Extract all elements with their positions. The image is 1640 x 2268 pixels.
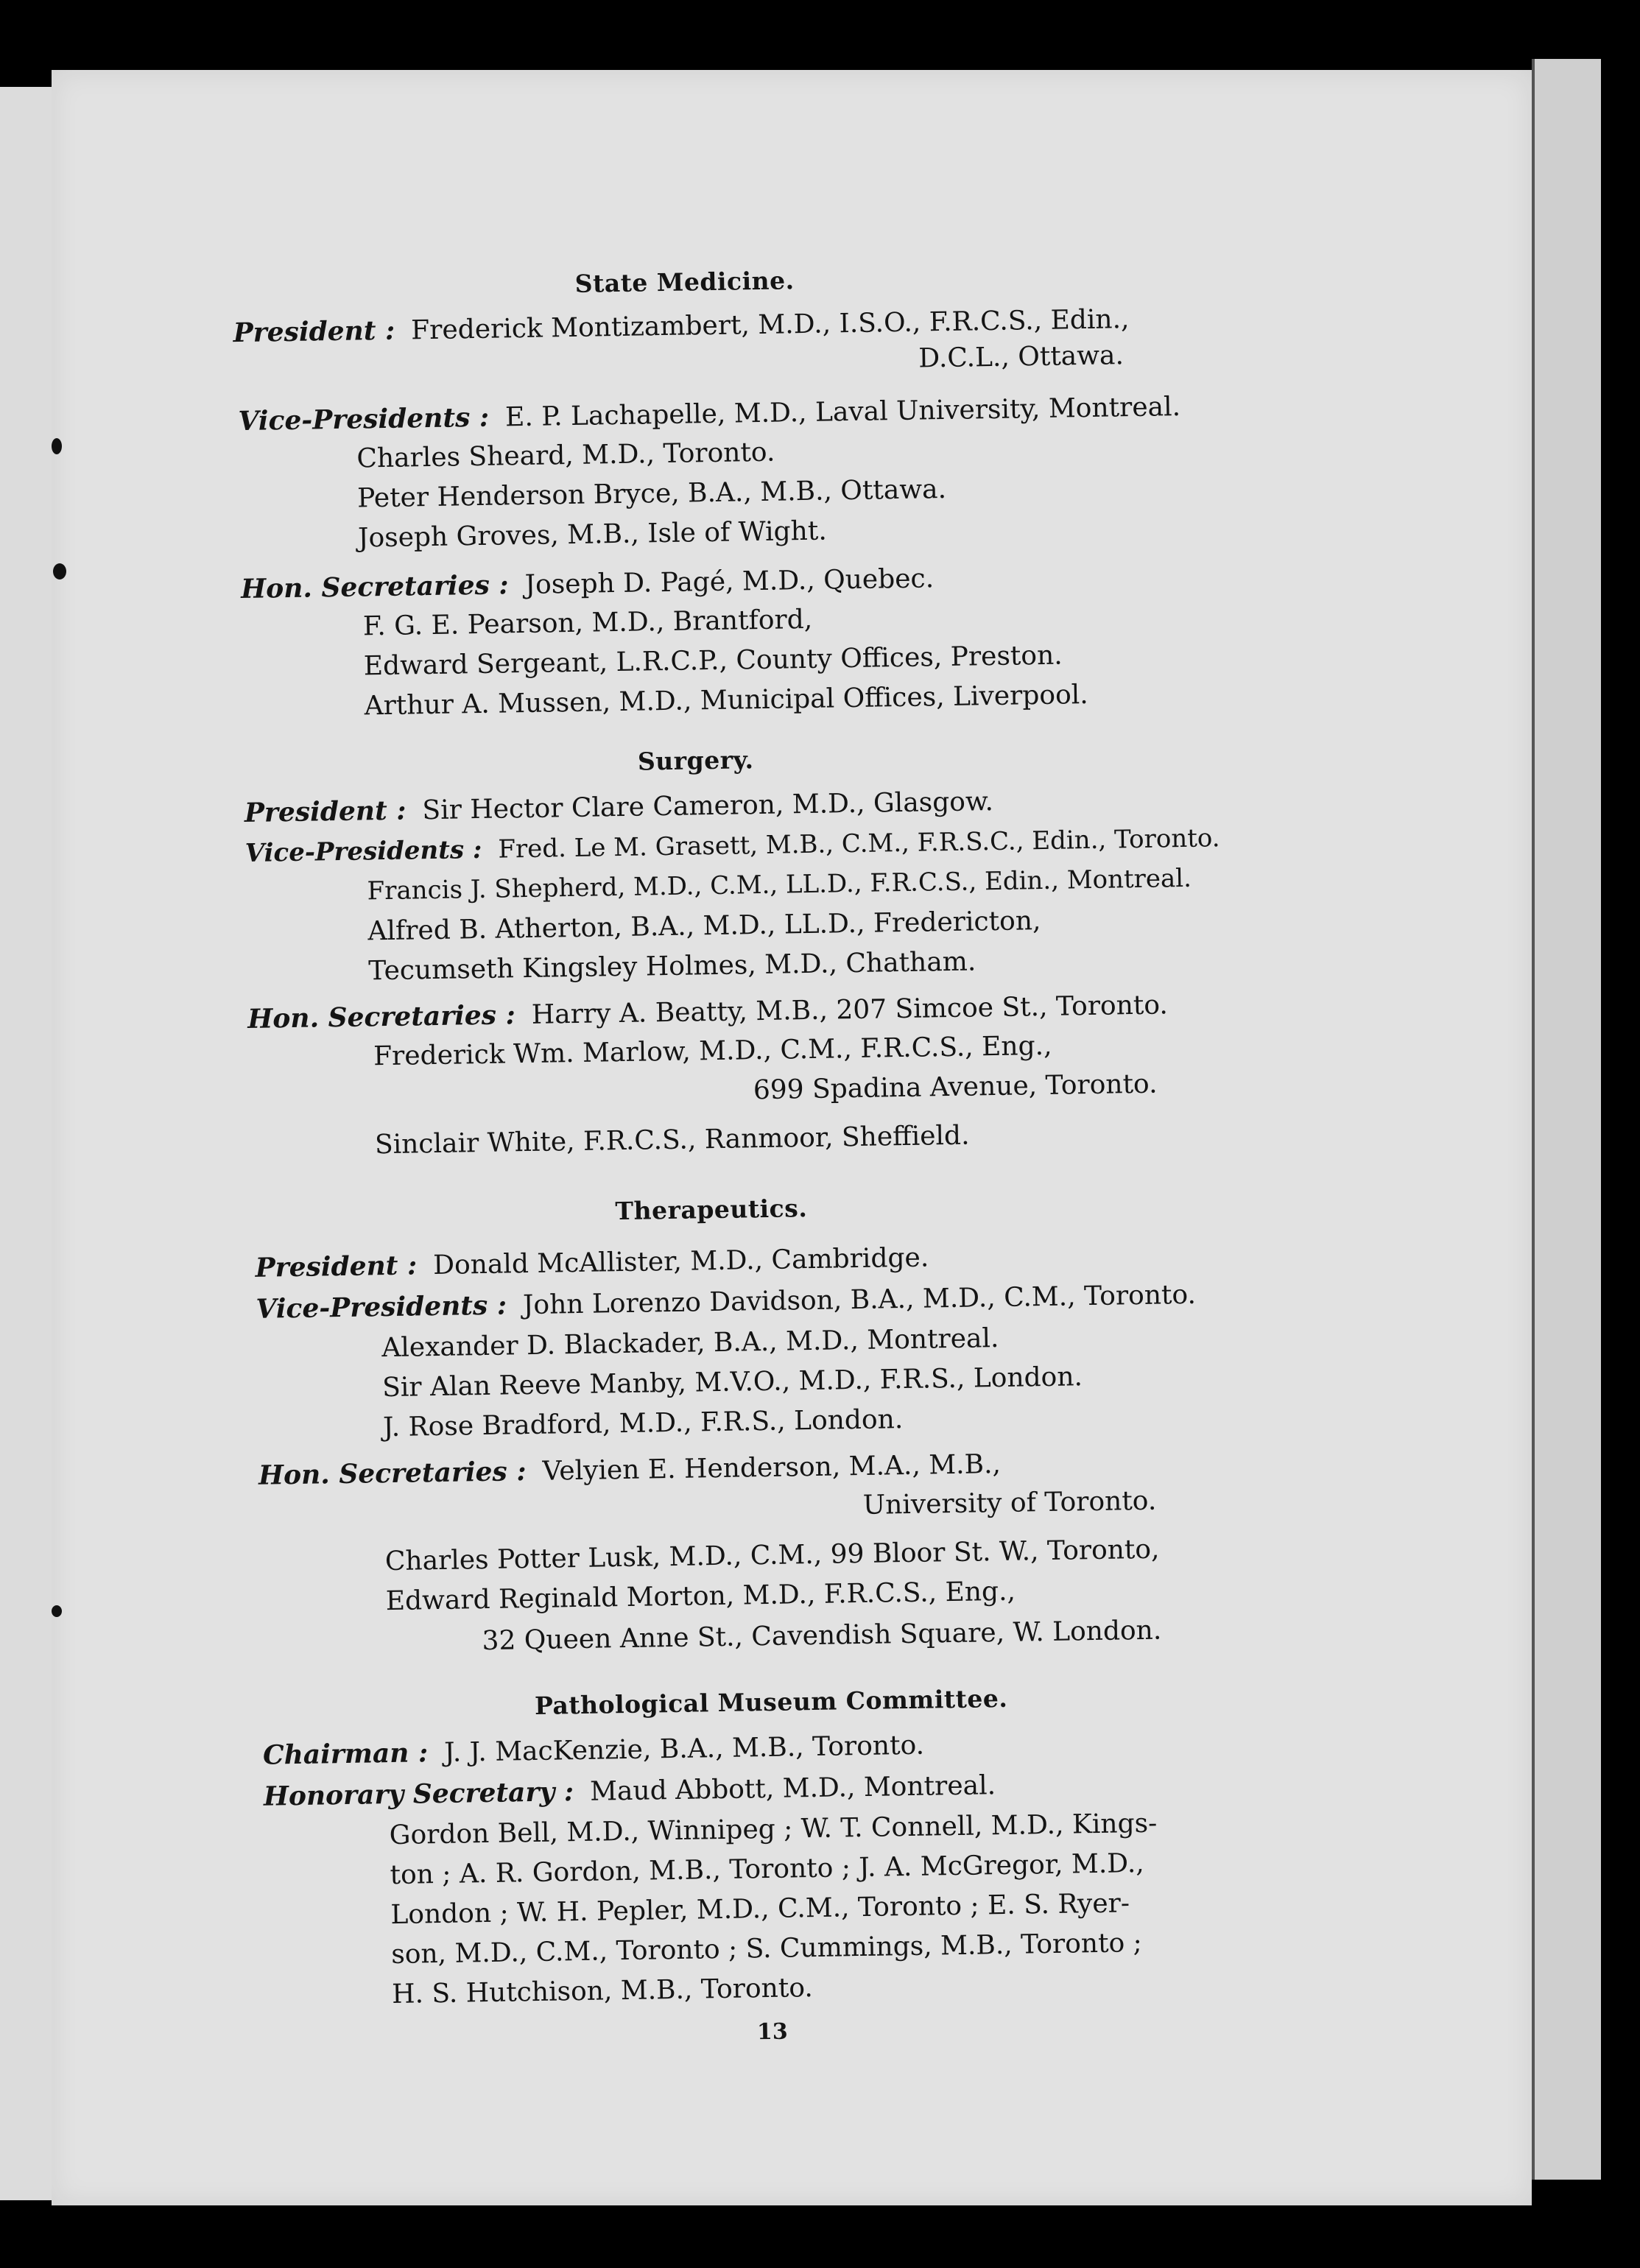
entry-text: Arthur A. Mussen, M.D., Municipal Offices, Liverpool. [364, 679, 1088, 722]
entry-text: Joseph Groves, M.B., Isle of Wight. [357, 515, 828, 554]
entry-line [482, 1616, 1161, 1656]
entry-line [255, 1242, 929, 1283]
entry-text: J. J. MacKenzie, B.A., M.B., Toronto. [443, 1730, 925, 1768]
entry-text: 32 Queen Anne St., Cavendish Square, W. London. [482, 1615, 1162, 1657]
entry-line [385, 1577, 1016, 1616]
entry-line [263, 1730, 925, 1771]
role-label: Hon. Secretaries : [240, 569, 509, 605]
entry-line [238, 391, 1180, 437]
entry-text: Francis J. Shepherd, M.D., C.M., LL.D., F.R.C.S., Edin., Montreal. [367, 863, 1192, 906]
entry-line [363, 605, 813, 642]
entry-line [357, 474, 946, 514]
entry-text: Peter Henderson Bryce, B.A., M.B., Ottawa. [356, 473, 947, 514]
entry-text: Alexander D. Blackader, B.A., M.D., Montreal. [381, 1323, 999, 1364]
entry-text: D.C.L., Ottawa. [918, 340, 1125, 374]
entry-text: Donald McAllister, M.D., Cambridge. [432, 1242, 929, 1281]
entry-line [373, 1031, 1052, 1071]
entry-text: H. S. Hutchison, M.B., Toronto. [391, 1973, 814, 2010]
entry-text: Harry A. Beatty, M.B., 207 Simcoe St., Toronto. [531, 990, 1169, 1030]
entry-line [358, 516, 827, 554]
entry-line [247, 989, 1168, 1035]
entry-line [368, 946, 976, 986]
role-label: President : [255, 1250, 418, 1283]
entry-line [392, 1973, 813, 2010]
entry-line [264, 1769, 996, 1812]
entry-text: Sir Hector Clare Cameron, M.D., Glasgow. [422, 786, 994, 826]
entry-line [753, 1069, 1158, 1106]
entry-text: Gordon Bell, M.D., Winnipeg ; W. T. Connell, M.D., Kings- [389, 1808, 1158, 1851]
section-title-pathological-museum: Pathological Museum Committee. [534, 1683, 1008, 1720]
entry-text: 699 Spadina Avenue, Toronto. [753, 1068, 1158, 1106]
entry-text: Velyien E. Henderson, M.A., M.B., [542, 1448, 1002, 1487]
page-number: 13 [756, 2018, 789, 2046]
entry-line [244, 786, 994, 828]
section-title-surgery: Surgery. [637, 745, 754, 776]
entry-text: London ; W. H. Pepler, M.D., C.M., Toronto ; E. S. Ryer- [390, 1888, 1130, 1931]
entry-text: University of Toronto. [862, 1485, 1157, 1521]
entry-line [356, 437, 775, 474]
entry-line [363, 641, 1062, 682]
entry-line [258, 1448, 1002, 1491]
entry-line [244, 823, 1220, 868]
role-label: Honorary Secretary : [263, 1776, 574, 1812]
role-label: President : [233, 314, 395, 349]
entry-line [382, 1362, 1083, 1403]
section-title-state-medicine: State Medicine. [574, 266, 795, 298]
entry-text: Sir Alan Reeve Manby, M.V.O., M.D., F.R.S., London. [381, 1362, 1083, 1404]
entry-text: John Lorenzo Davidson, B.A., M.D., C.M., Toronto. [522, 1279, 1197, 1321]
entry-line [367, 864, 1192, 906]
entry-line [862, 1486, 1156, 1521]
entry-line [918, 340, 1124, 373]
entry-text: Tecumseth Kingsley Holmes, M.D., Chatham. [367, 946, 976, 987]
entry-text: Alfred B. Atherton, B.A., M.D., LL.D., Fredericton, [367, 906, 1041, 947]
role-label: Vice-Presidents : [238, 401, 490, 437]
entry-text: Charles Potter Lusk, M.D., C.M., 99 Bloor St. W., Toronto, [384, 1534, 1160, 1577]
role-label: Hon. Secretaries : [247, 999, 516, 1035]
entry-text: Joseph D. Pagé, M.D., Quebec. [524, 563, 935, 600]
entry-line [241, 563, 935, 605]
entry-text: F. G. E. Pearson, M.D., Brantford, [362, 604, 813, 642]
entry-line [364, 680, 1088, 721]
entry-text: Sinclair White, F.R.C.S., Ranmoor, Sheffield. [374, 1120, 970, 1161]
section-title-therapeutics: Therapeutics. [615, 1194, 808, 1226]
entry-text: Fred. Le M. Grasett, M.B., C.M., F.R.S.C., Edin., Toronto. [498, 823, 1220, 864]
role-label: President : [244, 795, 407, 828]
role-label: Chairman : [262, 1737, 429, 1771]
entry-line [367, 906, 1041, 946]
entry-text: E. P. Lachapelle, M.D., Laval University, Montreal. [504, 391, 1181, 433]
entry-text: Maud Abbott, M.D., Montreal. [589, 1770, 996, 1807]
entry-text: Edward Sergeant, L.R.C.P., County Offices, Preston. [363, 640, 1063, 682]
entry-text: Edward Reginald Morton, M.D., F.R.C.S., Eng., [385, 1576, 1016, 1617]
entry-line [385, 1535, 1160, 1577]
entry-line [375, 1121, 970, 1161]
entry-text: Frederick Wm. Marlow, M.D., C.M., F.R.C.S., Eng., [373, 1030, 1052, 1072]
role-label: Vice-Presidents : [256, 1289, 507, 1325]
entry-line [256, 1279, 1196, 1325]
entry-text: son, M.D., C.M., Toronto ; S. Cummings, M.B., Toronto ; [390, 1928, 1143, 1971]
entry-line [390, 1848, 1144, 1890]
entry-text: Charles Sheard, M.D., Toronto. [356, 437, 775, 474]
binding-mark [52, 1605, 62, 1617]
entry-text: Frederick Montizambert, M.D., I.S.O., F.R.C.S., Edin., [410, 304, 1130, 346]
entry-line [391, 1928, 1142, 1970]
role-label: Vice-Presidents : [244, 834, 482, 868]
entry-text: ton ; A. R. Gordon, M.B., Toronto ; J. A. McGregor, M.D., [390, 1848, 1145, 1891]
entry-line [389, 1809, 1157, 1850]
entry-line [383, 1404, 904, 1443]
entry-text: J. Rose Bradford, M.D., F.R.S., London. [382, 1404, 904, 1443]
document-page [52, 70, 1532, 2205]
role-label: Hon. Secretaries : [258, 1456, 527, 1491]
entry-line [390, 1888, 1130, 1930]
page-content [38, 57, 1551, 2216]
entry-line [381, 1323, 999, 1363]
